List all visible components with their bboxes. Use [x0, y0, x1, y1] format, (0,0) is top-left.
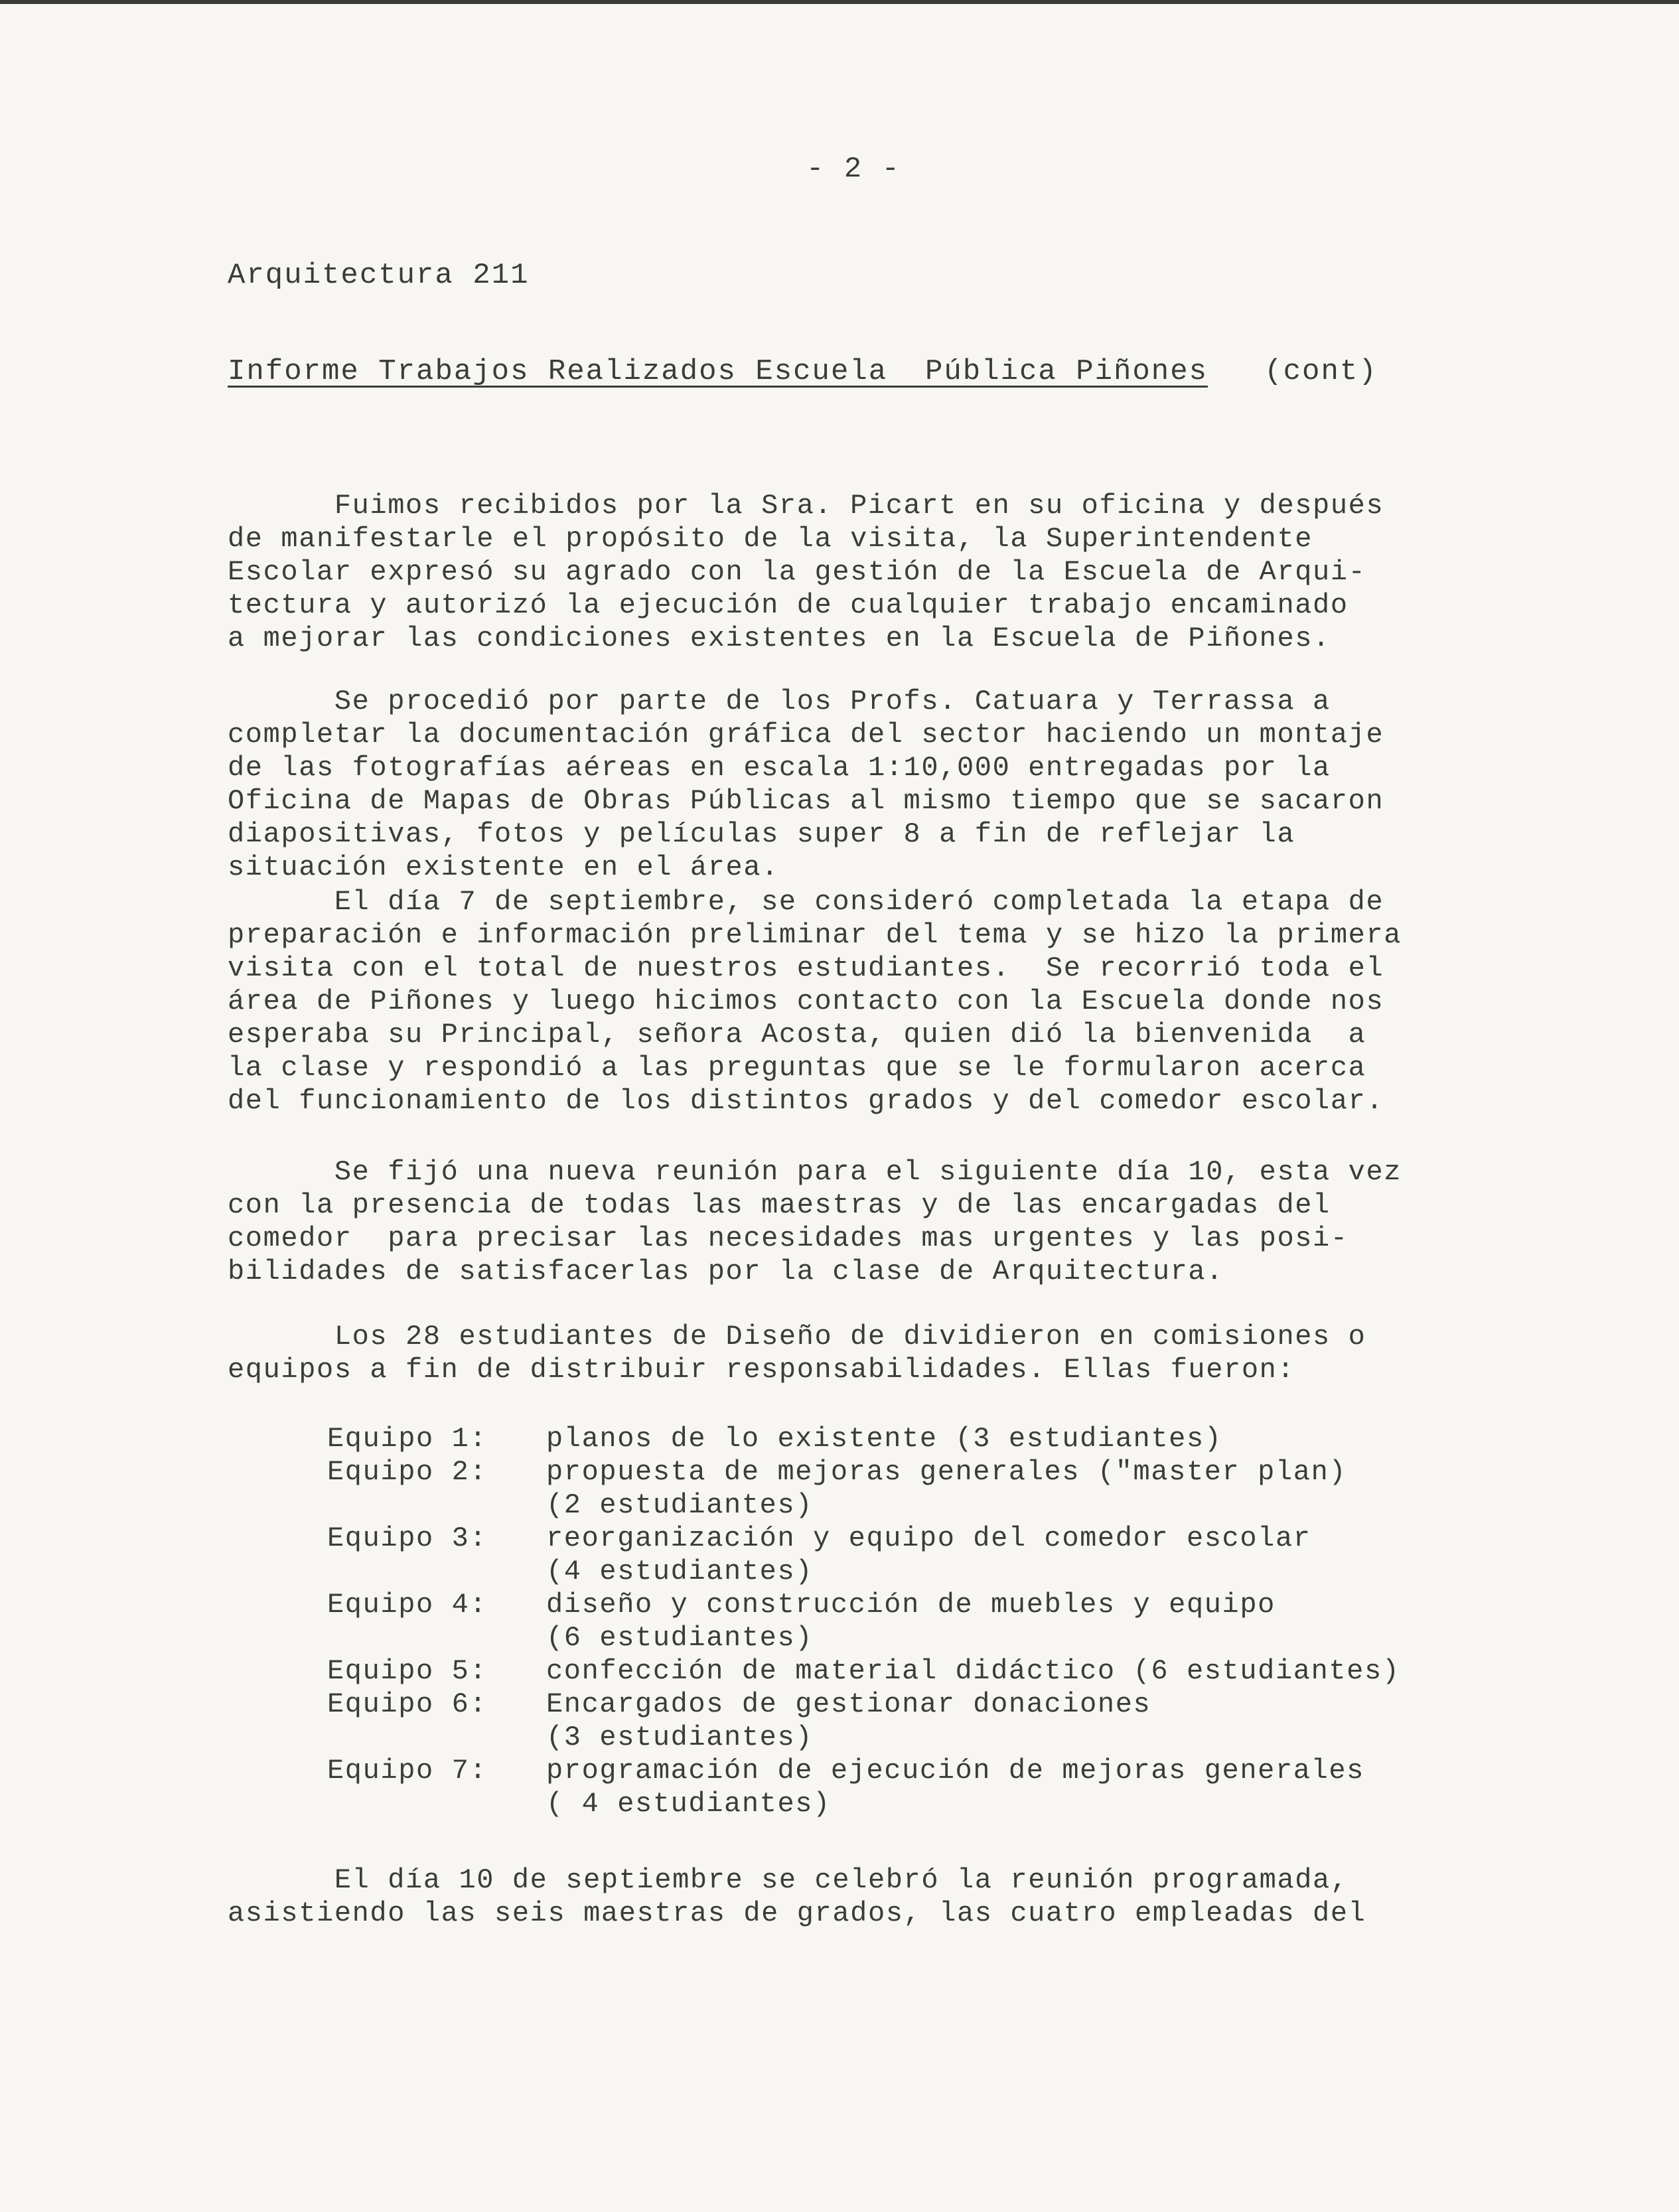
paragraph-teams-intro: Los 28 estudiantes de Diseño de dividieron en comisiones o equipos a fin de distribuir responsabilidades. Ellas fueron: [228, 1321, 1366, 1386]
team-description: Encargados de gestionar donaciones (3 estudiantes) [546, 1688, 1151, 1753]
team-label: Equipo 1: [327, 1423, 488, 1455]
team-label: Equipo 4: [327, 1589, 488, 1621]
team-item [327, 1655, 1542, 1688]
team-description: planos de lo existente (3 estudiantes) [546, 1423, 1222, 1455]
team-item [327, 1422, 1542, 1455]
course-title: Arquitectura 211 [228, 259, 530, 292]
paragraph-first-visit: El día 7 de septiembre, se consideró completada la etapa de preparación e información preliminar del tema y se hizo la primera visita con el total de nuestros estudiantes. Se recorrió toda el área de Piñones y luego hicimos contacto con la Escuela donde nos esperaba su Principal, señora Acosta, quien dió la bienvenida a la clase y respondió a las preguntas que se le formularon acerca del funcionamiento de los distintos grados y del comedor escolar. [228, 886, 1402, 1117]
team-label: Equipo 2: [327, 1456, 488, 1488]
team-item [327, 1522, 1542, 1588]
team-description: diseño y construcción de muebles y equipo (6 estudiantes) [546, 1589, 1276, 1654]
report-heading [228, 355, 1378, 388]
team-item [327, 1588, 1542, 1655]
paragraph-new-meeting: Se fijó una nueva reunión para el siguiente día 10, esta vez con la presencia de todas las maestras y de las encargadas del comedor para precisar las necesidades mas urgentes y las posi- bilidades de satisfacerlas por la clase de Arquitectura. [228, 1156, 1402, 1288]
report-title-suffix: (cont) [1264, 355, 1378, 388]
teams-list [327, 1422, 1542, 1820]
paragraph-documentation: Se procedió por parte de los Profs. Catuara y Terrassa a completar la documentación gráfica del sector haciendo un montaje de las fotografías aéreas en escala 1:10,000 entregadas por la Oficina de Mapas de Obras Públicas al mismo tiempo que se sacaron diapositivas, fotos y películas super 8 a fin de reflejar la situación existente en el área. [228, 686, 1384, 883]
team-description: confección de material didáctico (6 estudiantes) [546, 1655, 1400, 1687]
team-label: Equipo 5: [327, 1655, 488, 1687]
team-description: propuesta de mejoras generales ("master plan) (2 estudiantes) [546, 1456, 1347, 1521]
page-number: - 2 - [806, 153, 901, 186]
team-item [327, 1455, 1542, 1522]
team-description: programación de ejecución de mejoras generales ( 4 estudiantes) [546, 1755, 1364, 1820]
page-top-edge [0, 0, 1679, 4]
report-title: Informe Trabajos Realizados Escuela Pública Piñones [228, 355, 1208, 388]
team-item [327, 1754, 1542, 1820]
team-item [327, 1688, 1542, 1754]
paragraph-meeting-held: El día 10 de septiembre se celebró la reunión programada, asistiendo las seis maestras de grados, las cuatro empleadas del [228, 1864, 1366, 1929]
team-label: Equipo 7: [327, 1755, 488, 1787]
team-description: reorganización y equipo del comedor escolar (4 estudiantes) [546, 1522, 1311, 1587]
team-label: Equipo 3: [327, 1522, 488, 1554]
paragraph-visit-superintendent: Fuimos recibidos por la Sra. Picart en su oficina y después de manifestarle el propósito de la visita, la Superintendente Escolar expresó su agrado con la gestión de la Escuela de Arqui- tectura y autorizó la ejecución de cualquier trabajo encaminado a mejorar las condiciones existentes en la Escuela de Piñones. [228, 490, 1384, 654]
team-label: Equipo 6: [327, 1688, 488, 1720]
